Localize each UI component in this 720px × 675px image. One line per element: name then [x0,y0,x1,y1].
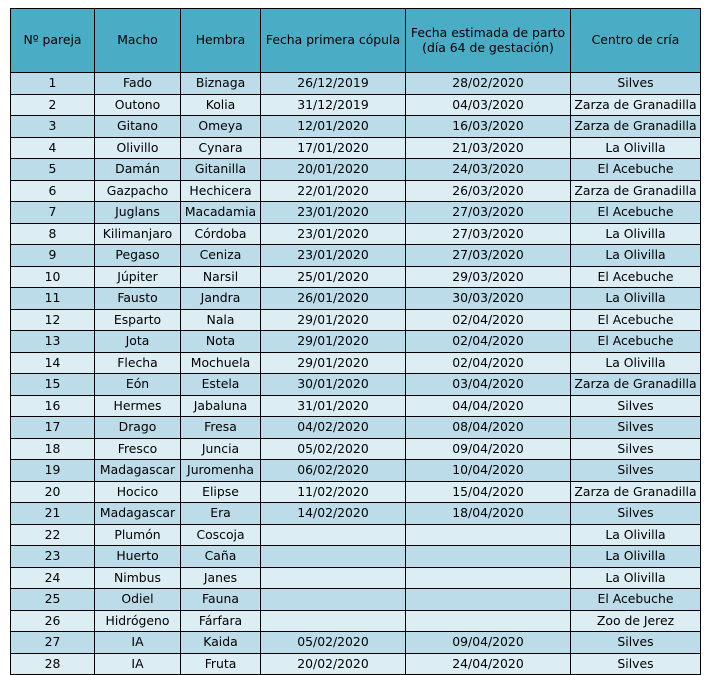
male-cell: Madagascar [95,503,181,525]
first-mating-date-cell: 25/01/2020 [261,266,406,288]
female-cell: Biznaga [181,73,261,95]
male-cell: Madagascar [95,460,181,482]
male-cell: Gazpacho [95,180,181,202]
table-row [11,653,701,675]
estimated-birth-date-cell [406,567,571,589]
male-cell: Hocico [95,481,181,503]
first-mating-date-cell [261,546,406,568]
female-cell: Fárfara [181,610,261,632]
table-row [11,481,701,503]
first-mating-date-cell: 22/01/2020 [261,180,406,202]
estimated-birth-date-cell: 27/03/2020 [406,245,571,267]
female-cell: Gitanilla [181,159,261,181]
female-cell: Hechicera [181,180,261,202]
table-row [11,94,701,116]
first-mating-date-cell: 17/01/2020 [261,137,406,159]
first-mating-date-cell [261,610,406,632]
table-row [11,288,701,310]
first-mating-date-cell: 31/01/2020 [261,395,406,417]
breeding-center-cell: Silves [571,73,701,95]
male-cell: Jota [95,331,181,353]
header-first-mating-date: Fecha primera cópula [261,9,406,73]
breeding-pairs-table [10,8,701,675]
estimated-birth-date-cell: 09/04/2020 [406,632,571,654]
male-cell: Eón [95,374,181,396]
first-mating-date-cell [261,567,406,589]
female-cell: Córdoba [181,223,261,245]
estimated-birth-date-cell [406,589,571,611]
first-mating-date-cell: 23/01/2020 [261,202,406,224]
male-cell: Huerto [95,546,181,568]
breeding-center-cell: Silves [571,503,701,525]
table-row [11,202,701,224]
pair-number-cell: 9 [11,245,95,267]
table-row [11,223,701,245]
male-cell: Drago [95,417,181,439]
table-row [11,610,701,632]
first-mating-date-cell: 23/01/2020 [261,245,406,267]
estimated-birth-date-cell: 21/03/2020 [406,137,571,159]
first-mating-date-cell: 14/02/2020 [261,503,406,525]
header-male: Macho [95,9,181,73]
pair-number-cell: 11 [11,288,95,310]
estimated-birth-date-cell: 24/04/2020 [406,653,571,675]
pair-number-cell: 5 [11,159,95,181]
pair-number-cell: 17 [11,417,95,439]
estimated-birth-date-cell: 28/02/2020 [406,73,571,95]
male-cell: Juglans [95,202,181,224]
estimated-birth-date-cell: 03/04/2020 [406,374,571,396]
breeding-center-cell: Silves [571,632,701,654]
pair-number-cell: 23 [11,546,95,568]
pair-number-cell: 14 [11,352,95,374]
estimated-birth-date-cell: 18/04/2020 [406,503,571,525]
male-cell: Júpiter [95,266,181,288]
breeding-center-cell: El Acebuche [571,309,701,331]
estimated-birth-date-cell: 15/04/2020 [406,481,571,503]
female-cell: Fresa [181,417,261,439]
pair-number-cell: 26 [11,610,95,632]
female-cell: Jandra [181,288,261,310]
female-cell: Janes [181,567,261,589]
male-cell: Fresco [95,438,181,460]
male-cell: Fado [95,73,181,95]
female-cell: Kaida [181,632,261,654]
breeding-center-cell: Silves [571,653,701,675]
first-mating-date-cell [261,589,406,611]
male-cell: Olivillo [95,137,181,159]
male-cell: Kilimanjaro [95,223,181,245]
table-row [11,137,701,159]
breeding-center-cell: La Olivilla [571,567,701,589]
breeding-center-cell: El Acebuche [571,202,701,224]
table-row [11,245,701,267]
breeding-center-cell: La Olivilla [571,352,701,374]
estimated-birth-date-cell: 27/03/2020 [406,202,571,224]
first-mating-date-cell [261,524,406,546]
female-cell: Macadamia [181,202,261,224]
first-mating-date-cell: 05/02/2020 [261,632,406,654]
pair-number-cell: 24 [11,567,95,589]
breeding-center-cell: Silves [571,460,701,482]
male-cell: IA [95,653,181,675]
pair-number-cell: 18 [11,438,95,460]
first-mating-date-cell: 23/01/2020 [261,223,406,245]
first-mating-date-cell: 30/01/2020 [261,374,406,396]
table-row [11,438,701,460]
pair-number-cell: 28 [11,653,95,675]
pair-number-cell: 15 [11,374,95,396]
estimated-birth-date-cell: 10/04/2020 [406,460,571,482]
estimated-birth-date-cell [406,546,571,568]
breeding-center-cell: Zarza de Granadilla [571,481,701,503]
pair-number-cell: 2 [11,94,95,116]
breeding-center-cell: Silves [571,438,701,460]
first-mating-date-cell: 26/12/2019 [261,73,406,95]
breeding-center-cell: La Olivilla [571,524,701,546]
estimated-birth-date-cell: 08/04/2020 [406,417,571,439]
female-cell: Jabaluna [181,395,261,417]
estimated-birth-date-cell: 04/04/2020 [406,395,571,417]
table-row [11,417,701,439]
header-row [11,9,701,73]
table-row [11,632,701,654]
breeding-center-cell: Zarza de Granadilla [571,94,701,116]
male-cell: Plumón [95,524,181,546]
first-mating-date-cell: 06/02/2020 [261,460,406,482]
pair-number-cell: 1 [11,73,95,95]
female-cell: Juromenha [181,460,261,482]
male-cell: Hidrógeno [95,610,181,632]
table-row [11,309,701,331]
breeding-center-cell: El Acebuche [571,159,701,181]
table-row [11,266,701,288]
breeding-center-cell: La Olivilla [571,223,701,245]
table-row [11,524,701,546]
table-row [11,73,701,95]
breeding-center-cell: El Acebuche [571,331,701,353]
breeding-center-cell: El Acebuche [571,266,701,288]
female-cell: Mochuela [181,352,261,374]
male-cell: Hermes [95,395,181,417]
first-mating-date-cell: 05/02/2020 [261,438,406,460]
pair-number-cell: 25 [11,589,95,611]
female-cell: Nota [181,331,261,353]
table-row [11,180,701,202]
table-row [11,546,701,568]
table-row [11,331,701,353]
estimated-birth-date-cell: 16/03/2020 [406,116,571,138]
table-row [11,395,701,417]
male-cell: IA [95,632,181,654]
table-row [11,159,701,181]
first-mating-date-cell: 29/01/2020 [261,331,406,353]
first-mating-date-cell: 04/02/2020 [261,417,406,439]
pair-number-cell: 20 [11,481,95,503]
male-cell: Gitano [95,116,181,138]
pair-number-cell: 16 [11,395,95,417]
male-cell: Fausto [95,288,181,310]
breeding-center-cell: La Olivilla [571,245,701,267]
breeding-center-cell: El Acebuche [571,589,701,611]
male-cell: Esparto [95,309,181,331]
first-mating-date-cell: 31/12/2019 [261,94,406,116]
estimated-birth-date-cell: 26/03/2020 [406,180,571,202]
pair-number-cell: 13 [11,331,95,353]
table-row [11,116,701,138]
estimated-birth-date-cell: 29/03/2020 [406,266,571,288]
female-cell: Ceniza [181,245,261,267]
estimated-birth-date-cell: 02/04/2020 [406,309,571,331]
male-cell: Outono [95,94,181,116]
estimated-birth-date-cell: 02/04/2020 [406,331,571,353]
table-row [11,503,701,525]
pair-number-cell: 3 [11,116,95,138]
female-cell: Fruta [181,653,261,675]
table-row [11,589,701,611]
female-cell: Nala [181,309,261,331]
estimated-birth-date-cell: 24/03/2020 [406,159,571,181]
pair-number-cell: 7 [11,202,95,224]
pair-number-cell: 4 [11,137,95,159]
estimated-birth-date-cell [406,524,571,546]
table-row [11,460,701,482]
breeding-center-cell: La Olivilla [571,137,701,159]
table-row [11,352,701,374]
female-cell: Narsil [181,266,261,288]
header-pair-number: Nº pareja [11,9,95,73]
estimated-birth-date-cell: 09/04/2020 [406,438,571,460]
female-cell: Era [181,503,261,525]
female-cell: Cynara [181,137,261,159]
first-mating-date-cell: 29/01/2020 [261,309,406,331]
female-cell: Omeya [181,116,261,138]
male-cell: Odiel [95,589,181,611]
pair-number-cell: 10 [11,266,95,288]
table-row [11,374,701,396]
female-cell: Estela [181,374,261,396]
estimated-birth-date-cell: 04/03/2020 [406,94,571,116]
breeding-center-cell: Silves [571,417,701,439]
estimated-birth-date-cell [406,610,571,632]
header-estimated-birth-date: Fecha estimada de parto (día 64 de gestación) [406,9,571,73]
pair-number-cell: 21 [11,503,95,525]
breeding-center-cell: La Olivilla [571,288,701,310]
breeding-center-cell: La Olivilla [571,546,701,568]
breeding-center-cell: Zarza de Granadilla [571,374,701,396]
breeding-center-cell: Zarza de Granadilla [571,116,701,138]
estimated-birth-date-cell: 02/04/2020 [406,352,571,374]
header-breeding-center: Centro de cría [571,9,701,73]
pair-number-cell: 22 [11,524,95,546]
male-cell: Damán [95,159,181,181]
first-mating-date-cell: 29/01/2020 [261,352,406,374]
pair-number-cell: 19 [11,460,95,482]
first-mating-date-cell: 20/02/2020 [261,653,406,675]
table-row [11,567,701,589]
breeding-center-cell: Silves [571,395,701,417]
female-cell: Coscoja [181,524,261,546]
breeding-center-cell: Zarza de Granadilla [571,180,701,202]
female-cell: Kolia [181,94,261,116]
pair-number-cell: 12 [11,309,95,331]
estimated-birth-date-cell: 27/03/2020 [406,223,571,245]
female-cell: Caña [181,546,261,568]
breeding-center-cell: Zoo de Jerez [571,610,701,632]
male-cell: Pegaso [95,245,181,267]
pair-number-cell: 8 [11,223,95,245]
pair-number-cell: 6 [11,180,95,202]
female-cell: Elipse [181,481,261,503]
pair-number-cell: 27 [11,632,95,654]
first-mating-date-cell: 26/01/2020 [261,288,406,310]
male-cell: Flecha [95,352,181,374]
estimated-birth-date-cell: 30/03/2020 [406,288,571,310]
first-mating-date-cell: 20/01/2020 [261,159,406,181]
header-female: Hembra [181,9,261,73]
male-cell: Nimbus [95,567,181,589]
female-cell: Juncia [181,438,261,460]
table-container [10,8,701,675]
first-mating-date-cell: 12/01/2020 [261,116,406,138]
first-mating-date-cell: 11/02/2020 [261,481,406,503]
female-cell: Fauna [181,589,261,611]
